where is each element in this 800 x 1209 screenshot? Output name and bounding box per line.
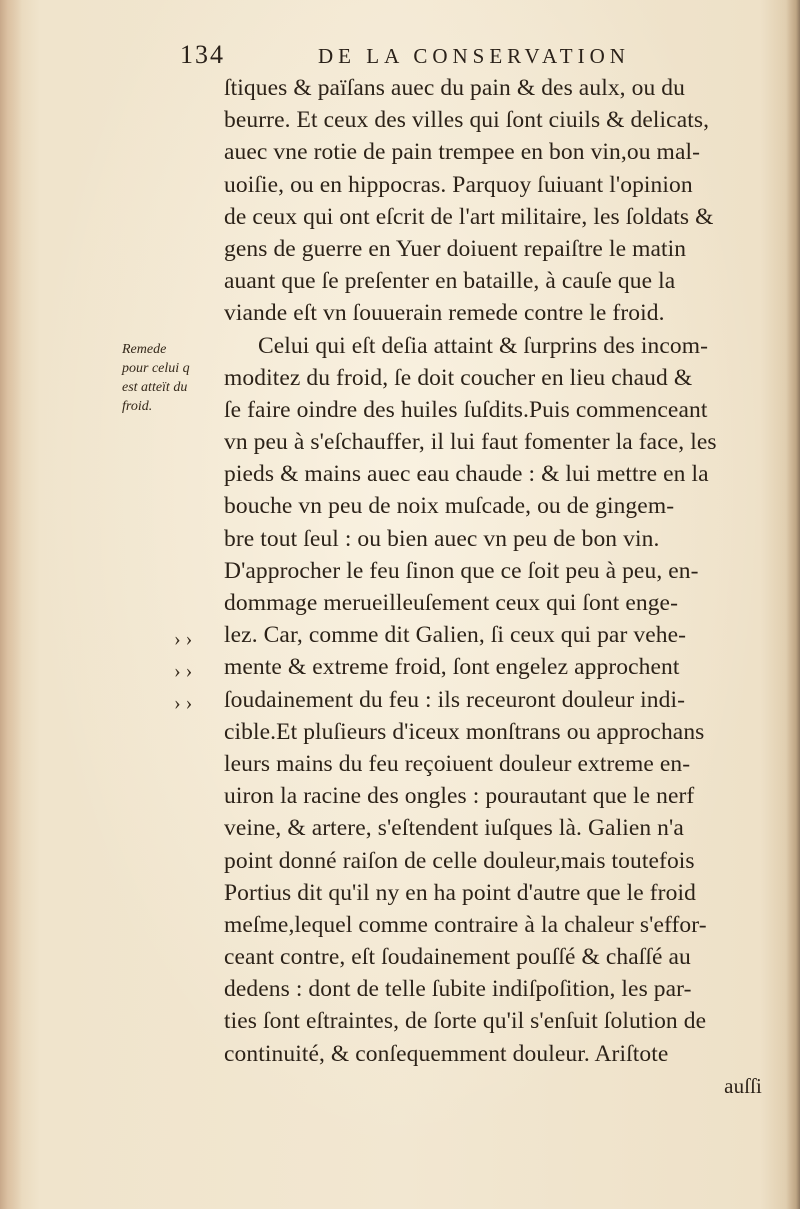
text-line: dedens : dont de telle ſubite indiſpoſition, les par- bbox=[224, 976, 692, 1003]
margin-note-line: est atteït du bbox=[122, 380, 188, 395]
running-head: DE LA CONSERVATION bbox=[318, 44, 630, 68]
text-line: Portius dit qu'il ny en ha point d'autre que le froid bbox=[224, 879, 696, 906]
quote-marker: › › bbox=[174, 628, 193, 650]
text-line: bouche vn peu de noix muſcade, ou de gingem- bbox=[224, 493, 675, 520]
margin-note-line: Remede bbox=[122, 342, 167, 357]
text-line: auec vne rotie de pain trempee en bon vin,ou mal- bbox=[224, 139, 701, 166]
page-header bbox=[180, 40, 700, 74]
text-line: D'approcher le feu ſinon que ce ſoit peu à peu, en- bbox=[224, 557, 699, 584]
text-line: pieds & mains auec eau chaude : & lui mettre en la bbox=[224, 461, 709, 488]
text-line: bre tout ſeul : ou bien auec vn peu de bon vin. bbox=[224, 525, 660, 552]
text-line: moditez du froid, ſe doit coucher en lieu chaud & bbox=[224, 364, 693, 391]
body-text bbox=[224, 72, 790, 1102]
text-line: de ceux qui ont eſcrit de l'art militaire, les ſoldats & bbox=[224, 203, 714, 230]
text-line: mente & extreme froid, ſont engelez approchent bbox=[224, 654, 680, 681]
text-line: point donné raiſon de celle douleur,mais toutefois bbox=[224, 847, 695, 874]
text-line: leurs mains du feu reçoiuent douleur extreme en- bbox=[224, 750, 691, 777]
text-line: gens de guerre en Yuer doiuent repaiſtre le matin bbox=[224, 235, 687, 262]
text-line: auant que ſe preſenter en bataille, à cauſe que la bbox=[224, 268, 676, 295]
text-line: vn peu à s'eſchauffer, il lui faut fomenter la face, les bbox=[224, 429, 717, 456]
text-line: meſme,lequel comme contraire à la chaleur s'effor- bbox=[224, 911, 707, 938]
page-gutter-shadow bbox=[0, 0, 22, 1209]
text-line: dommage merueilleuſement ceux qui ſont enge- bbox=[224, 590, 679, 616]
text-line: lez. Car, comme dit Galien, ſi ceux qui par vehe- bbox=[224, 622, 687, 649]
text-line: uoiſie, ou en hippocras. Parquoy ſuiuant l'opinion bbox=[224, 171, 693, 198]
margin-note-line: froid. bbox=[122, 399, 153, 414]
page-number: 134 bbox=[180, 40, 225, 69]
text-line: cible.Et pluſieurs d'iceux monſtrans ou approchans bbox=[224, 718, 705, 745]
text-line: beurre. Et ceux des villes qui ſont ciuils & delicats, bbox=[224, 107, 710, 134]
quote-marker: › › bbox=[174, 660, 193, 683]
text-line: uiron la racine des ongles : pourautant que le nerf bbox=[224, 783, 695, 810]
margin-note bbox=[122, 340, 222, 416]
quote-marker: › › bbox=[174, 692, 193, 715]
text-line: viande eſt vn ſouuerain remede contre le froid. bbox=[224, 300, 665, 327]
quotation-markers bbox=[174, 623, 214, 720]
text-line: ſtiques & païſans auec du pain & des aulx, ou du bbox=[224, 75, 685, 101]
margin-note-line: pour celui q bbox=[122, 361, 190, 376]
text-line: ceant contre, eſt ſoudainement pouſſé & chaſſé au bbox=[224, 944, 691, 971]
text-line: continuité, & conſequemment douleur. Ariſtote bbox=[224, 1040, 669, 1067]
text-line: ſe faire oindre des huiles ſuſdits.Puis commenceant bbox=[224, 396, 708, 423]
text-line: ſoudainement du feu : ils receuront douleur indi- bbox=[224, 686, 686, 713]
text-line: veine, & artere, s'eſtendent iuſques là. Galien n'a bbox=[224, 815, 684, 842]
paragraph-start-line: Celui qui eſt deſia attaint & ſurprins des incom- bbox=[258, 332, 708, 359]
text-line: ties ſont eſtraintes, de ſorte qu'il s'enſuit ſolution de bbox=[224, 1008, 707, 1035]
catchword: auſſi bbox=[724, 1073, 762, 1098]
